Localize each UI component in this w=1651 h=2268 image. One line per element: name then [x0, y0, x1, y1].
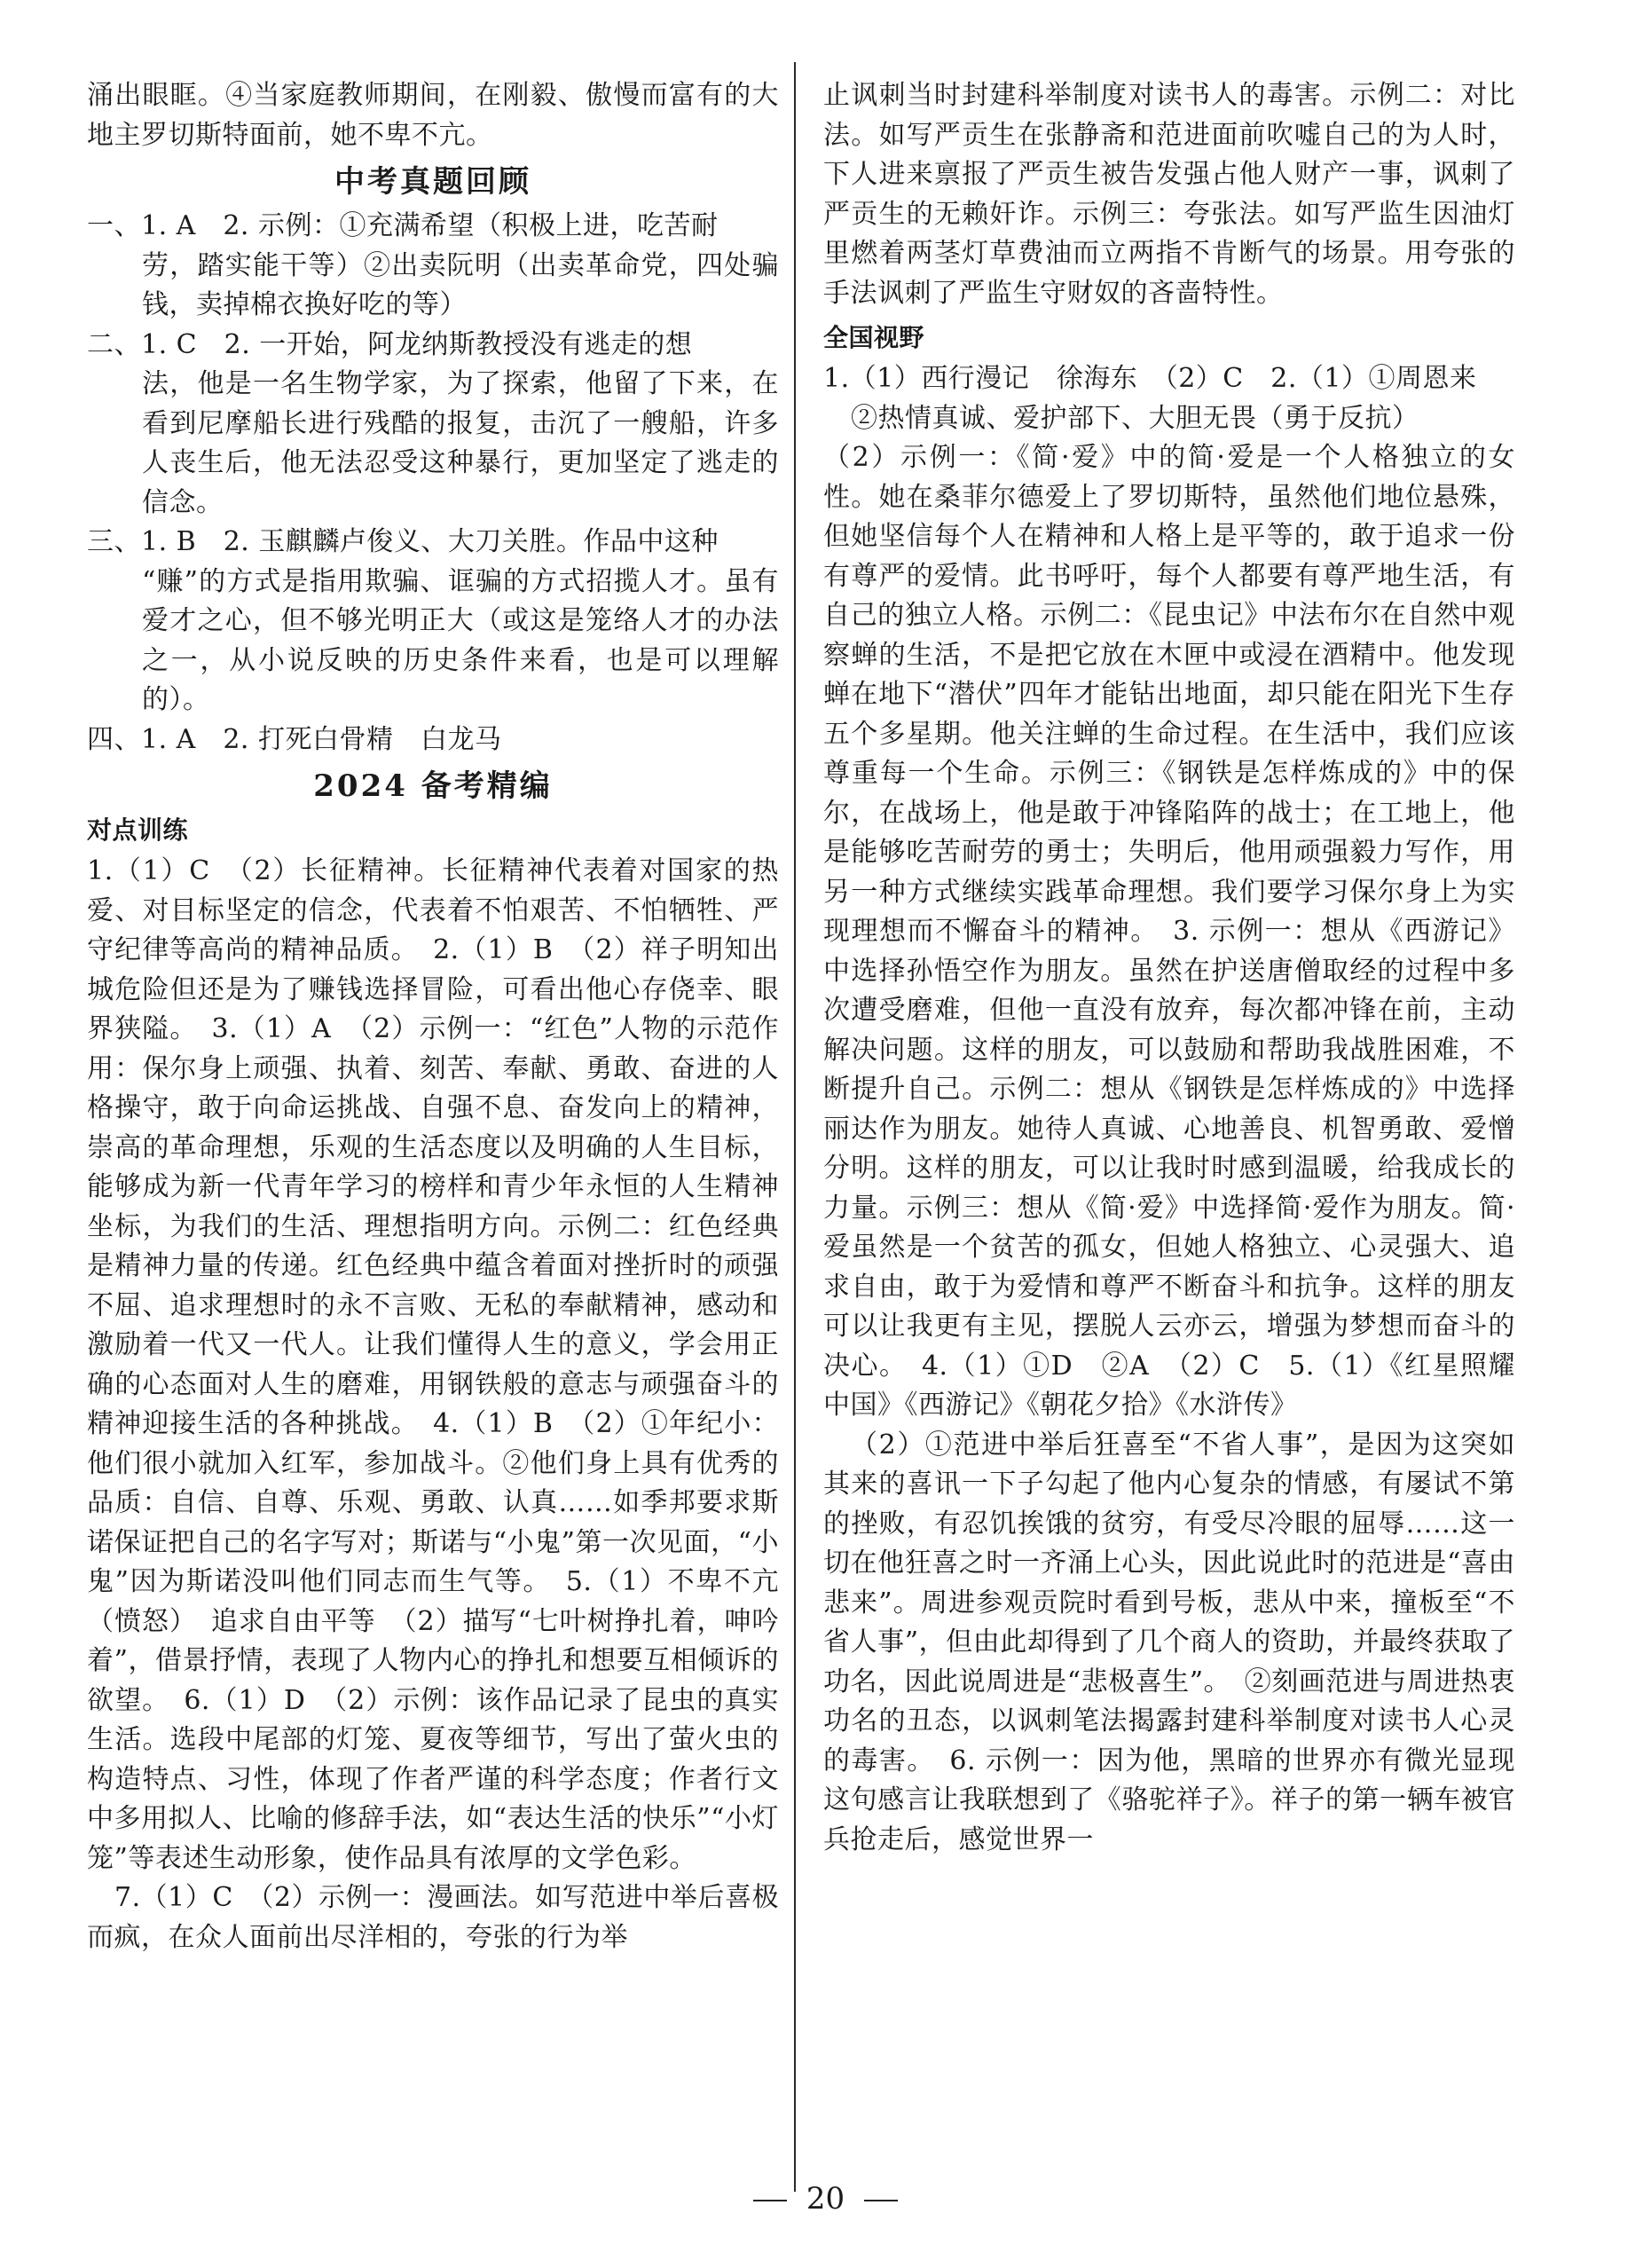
national-answer-head: 1.（1）西行漫记 徐海东 （2）C 2.（1）①周恩来 [823, 363, 1477, 394]
answer-three-body: “赚”的方式是指用欺骗、诓骗的方式招揽人才。虽有爱才之心，但不够光明正大（或这是笼络人才的办法之一，从小说反映的历史条件来看，也是可以理解的）。 [142, 565, 779, 715]
right-paragraph-continued: 止讽刺当时封建科举制度对读书人的毒害。示例二：对比法。如写严贡生在张静斋和范进面前吹嘘自己的为人时，下人进来禀报了严贡生被告发强占他人财产一事，讽刺了严贡生的无赖奸诈。示例三：夸张法。如写严监生因油灯里燃着两茎灯草费油而立两指不肯断气的场景。用夸张的手法讽刺了严监生守财奴的吝啬特性。 [823, 80, 1515, 309]
subheading-national-view: 全国视野 [823, 323, 925, 352]
section-heading-2024: 2024 备考精编 [313, 768, 553, 804]
answer-two-head: 二、1. C 2. 一开始，阿龙纳斯教授没有逃走的想 [87, 328, 693, 360]
page-number-dash-left [753, 2200, 787, 2201]
answer-one-head: 一、1. A 2. 示例：①充满希望（积极上进，吃苦耐 [87, 210, 719, 241]
column-divider [794, 62, 796, 2192]
page-number-value: 20 [806, 2181, 845, 2217]
right-column [823, 76, 1543, 1860]
national-answers-body-2: （2）①范进中举后狂喜至“不省人事”，是因为这突如其来的喜讯一下子勾起了他内心复杂的情感，有屡试不第的挫败，有忍饥挨饿的贫穷，有受尽冷眼的屈辱……这一切在他狂喜之时一齐涌上心头，因此说此时的范进是“喜由悲来”。周进参观贡院时看到号板，悲从中来，撞板至“不省人事”，但由此却得到了几个商人的资助，并最终获取了功名，因此说周进是“悲极喜生”。 ②刻画范进与周进热衷功名的丑态，以讽刺笔法揭露封建科举制度对读书人心灵的毒害。 6. 示例一：因为他，黑暗的世界亦有微光显现 这句感言让我联想到了《骆驼祥子》。祥子的第一辆车被官兵抢走后，感觉世界一 [823, 1429, 1543, 1855]
national-answers-body: （2）示例一：《简·爱》中的简·爱是一个人格独立的女性。她在桑菲尔德爱上了罗切斯特，虽然他们地位悬殊，但她坚信每个人在精神和人格上是平等的，敢于追求一份有尊严的爱情。此书呼吁，每个人都要有尊严地生活，有自己的独立人格。示例二：《昆虫记》中法布尔在自然中观察蝉的生活，不是把它放在木匣中或浸在酒精中。他发现蝉在地下“潜伏”四年才能钻出地面，却只能在阳光下生存五个多星期。他关注蝉的生命过程。在生活中，我们应该尊重每一个生命。示例三：《钢铁是怎样炼成的》中的保尔，在战场上，他是敢于冲锋陷阵的战士；在工地上，他是能够吃苦耐劳的勇士；失明后，他用顽强毅力写作，用另一种方式继续实践革命理想。我们要学习保尔身上为实现理想而不懈奋斗的精神。 3. 示例一：想从《西游记》中选择孙悟空作为朋友。虽然在护送唐僧取经的过程中多次遭受磨难，但他一直没有放弃，每次都冲锋在前，主动解决问题。这样的朋友，可以鼓励和帮助我战胜困难，不断提升自己。示例二：想从《钢铁是怎样炼成的》中选择丽达作为朋友。她待人真诚、心地善良、机智勇敢、爱憎分明。这样的朋友，可以让我时时感到温暖，给我成长的力量。示例三：想从《简·爱》中选择简·爱作为朋友。简·爱虽然是一个贫苦的孤女，但她人格独立、心灵强大、追求自由，敢于为爱情和尊严不断奋斗和抗争。这样的朋友可以让我更有主见，摆脱人云亦云，增强为梦想而奋斗的决心。 4.（1）①D ②A （2）C 5.（1）《红星照耀中国》《西游记》《朝花夕拾》《水浒传》 [823, 442, 1515, 1421]
answer-two-body: 法，他是一名生物学家，为了探索，他留了下来，在看到尼摩船长进行残酷的报复，击沉了一艘船，许多人丧生后，他无法忍受这种暴行，更加坚定了逃走的信念。 [142, 368, 779, 518]
national-answer-line2: ②热情真诚、爱护部下、大胆无畏（勇于反抗） [851, 402, 1419, 434]
answer-three-head: 三、1. B 2. 玉麒麟卢俊义、大刀关胜。作品中这种 [87, 526, 719, 557]
answer-one-body: 劳，踏实能干等）②出卖阮明（出卖革命党，四处骗钱，卖掉棉衣换好吃的等） [142, 249, 779, 320]
section-heading-exam-review: 中考真题回顾 [334, 164, 531, 200]
answer-four: 四、1. A 2. 打死白骨精 白龙马 [87, 723, 502, 755]
page-number [0, 2181, 1651, 2217]
point-training-answers: 1.（1）C （2）长征精神。长征精神代表着对国家的热爱、对目标坚定的信念，代表着不怕艰苦、不怕牺牲、严守纪律等高尚的精神品质。 2.（1）B （2）祥子明知出城危险但还是为了赚钱选择冒险，可看出他心存侥幸、眼界狭隘。 3.（1）A （2）示例一：“红色”人物的示范作用：保尔身上顽强、执着、刻苦、奉献、勇敢、奋进的人格操守，敢于向命运挑战、自强不息、奋发向上的精神，崇高的革命理想，乐观的生活态度以及明确的人生目标，能够成为新一代青年学习的榜样和青少年永恒的人生精神坐标，为我们的生活、理想指明方向。示例二：红色经典是精神力量的传递。红色经典中蕴含着面对挫折时的顽强不屈、追求理想时的永不言败、无私的奉献精神，感动和激励着一代又一代人。让我们懂得人生的意义，学会用正确的心态面对人生的磨难，用钢铁般的意志与顽强奋斗的精神迎接生活的各种挑战。 4.（1）B （2）①年纪小：他们很小就加入红军，参加战斗。②他们身上具有优秀的品质：自信、自尊、乐观、勇敢、认真……如季邦要求斯诺保证把自己的名字写对；斯诺与“小鬼”第一次见面，“小鬼”因为斯诺没叫他们同志而生气等。 5.（1）不卑不亢（愤怒） 追求自由平等 （2）描写“七叶树挣扎着，呻吟着”，借景抒情，表现了人物内心的挣扎和想要互相倾诉的欲望。 6.（1）D （2）示例：该作品记录了昆虫的真实生活。选段中尾部的灯笼、夏夜等细节，写出了萤火虫的构造特点、习性，体现了作者严谨的科学态度；作者行文中多用拟人、比喻的修辞手法，如“表达生活的快乐”“小灯笼”等表述生动形象，使作品具有浓厚的文学色彩。 [87, 855, 779, 1874]
left-column [87, 76, 779, 1957]
subheading-point-training: 对点训练 [87, 815, 189, 845]
page-number-dash-right [864, 2200, 898, 2201]
left-paragraph-continued: 涌出眼眶。④当家庭教师期间，在刚毅、傲慢而富有的大地主罗切斯特面前，她不卑不亢。 [87, 80, 779, 151]
answer-seven: 7.（1）C （2）示例一：漫画法。如写范进中举后喜极而疯，在众人面前出尽洋相的，夸张的行为举 [87, 1882, 779, 1953]
